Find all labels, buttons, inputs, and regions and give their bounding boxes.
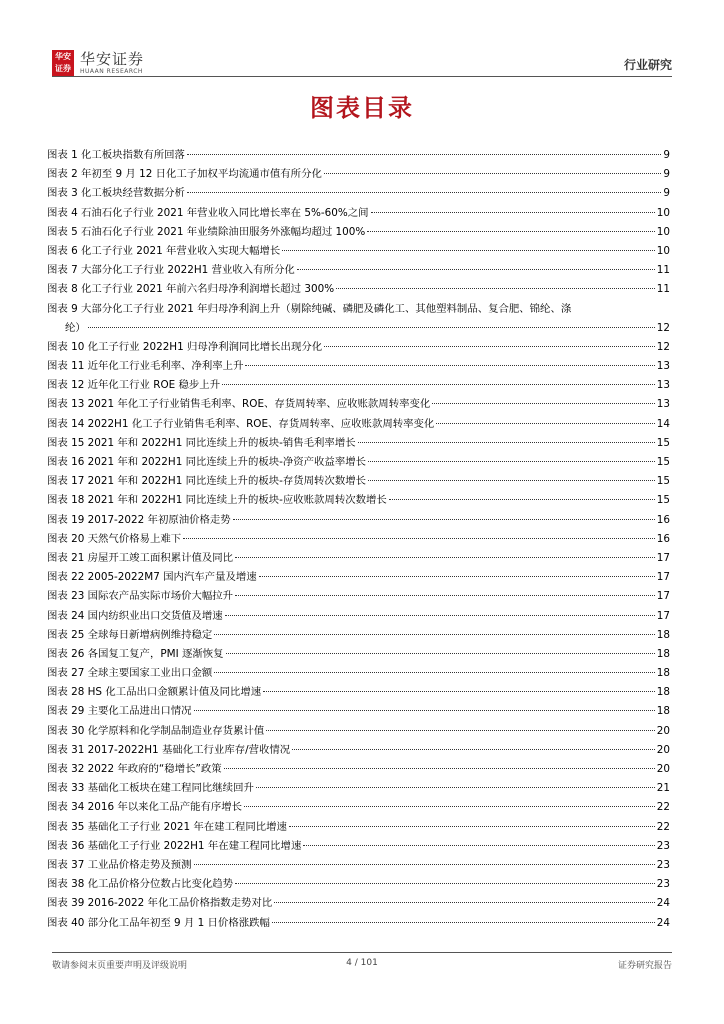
toc-leader-dots [225, 615, 655, 616]
toc-entry-page: 9 [663, 187, 670, 200]
toc-entry[interactable] [47, 165, 670, 184]
toc-entry-label: 图表 32 2022 年政府的“稳增长”政策 [47, 763, 222, 775]
logo-seal-icon: 华安 证券 [52, 50, 74, 76]
toc-entry-page: 22 [656, 801, 670, 814]
toc-entry-label: 图表 1 化工板块指数有所回落 [47, 149, 185, 161]
toc-entry-label: 图表 38 化工品价格分位数占比变化趋势 [47, 878, 234, 891]
toc-entry-label: 图表 28 HS 化工品出口金额累计值及同比增速 [47, 686, 262, 699]
toc-entry[interactable] [47, 338, 670, 357]
toc-leader-dots [292, 749, 655, 750]
toc-entry[interactable] [47, 702, 670, 721]
toc-entry-page: 12 [656, 321, 670, 334]
toc-leader-dots [235, 557, 655, 558]
toc-entry-page: 16 [656, 532, 670, 545]
toc-leader-dots [371, 212, 655, 213]
toc-entry-page: 20 [656, 763, 670, 775]
company-logo [52, 50, 144, 76]
toc-entry[interactable] [47, 626, 670, 645]
toc-entry-page: 9 [663, 149, 670, 161]
toc-entry-label: 图表 24 国内纺织业出口交货值及增速 [47, 609, 223, 622]
toc-entry-label: 图表 6 化工子行业 2021 年营业收入实现大幅增长 [47, 244, 281, 257]
toc-entry-page: 10 [656, 206, 670, 219]
toc-leader-dots [324, 173, 662, 174]
toc-leader-dots [187, 154, 661, 155]
toc-entry[interactable] [47, 357, 670, 376]
toc-entry[interactable] [47, 856, 670, 875]
logo-english-name: HUAAN RESEARCH [80, 68, 143, 75]
toc-entry-page: 13 [656, 379, 670, 392]
toc-leader-dots [187, 192, 661, 193]
toc-entry-page: 11 [656, 283, 670, 296]
toc-leader-dots [222, 384, 655, 385]
toc-leader-dots [297, 269, 655, 270]
toc-entry[interactable] [47, 472, 670, 491]
footer-report-type: 证券研究报告 [617, 961, 672, 971]
toc-leader-dots [436, 423, 654, 424]
toc-leader-dots [88, 327, 655, 328]
toc-entry-page: 13 [656, 360, 670, 373]
toc-leader-dots [266, 730, 655, 731]
toc-leader-dots [214, 634, 654, 635]
toc-leader-dots [244, 806, 655, 807]
toc-entry-continuation[interactable] [47, 319, 670, 338]
toc-entry[interactable] [47, 376, 670, 395]
toc-entry-page: 24 [656, 897, 670, 910]
toc-entry-label: 图表 20 天然气价格易上难下 [47, 532, 182, 545]
toc-leader-dots [282, 250, 654, 251]
toc-entry-page: 23 [656, 858, 670, 871]
table-of-figures [47, 146, 670, 933]
toc-entry-label: 图表 30 化学原料和化学制品制造业存货累计值 [47, 724, 265, 737]
toc-entry[interactable] [47, 434, 670, 453]
toc-leader-dots [235, 883, 655, 884]
toc-entry-label: 图表 2 年初至 9 月 12 日化工子加权平均流通市值有所分化 [47, 168, 322, 181]
toc-entry-label: 图表 14 2022H1 化工子行业销售毛利率、ROE、存货周转率、应收账款周转率变化 [47, 417, 435, 430]
toc-leader-dots [367, 231, 655, 232]
toc-entry-page: 9 [663, 168, 670, 181]
toc-entry-page: 16 [656, 513, 670, 526]
page-header [52, 50, 672, 92]
toc-entry-label: 图表 39 2016-2022 年化工品价格指数走势对比 [47, 897, 273, 910]
toc-leader-dots [272, 922, 655, 923]
toc-leader-dots [389, 499, 655, 500]
toc-entry-page: 14 [656, 417, 670, 430]
report-section-label: 行业研究 [623, 58, 672, 72]
toc-leader-dots [274, 902, 655, 903]
toc-entry-page: 10 [656, 225, 670, 238]
toc-entry[interactable] [47, 223, 670, 242]
toc-entry-label: 图表 18 2021 年和 2022H1 同比连续上升的板块-应收账款周转次数增长 [47, 494, 387, 507]
toc-leader-dots [289, 826, 655, 827]
toc-entry-label: 图表 31 2017-2022H1 基础化工行业库存/营收情况 [47, 743, 291, 756]
toc-entry[interactable] [47, 798, 670, 817]
toc-entry-label: 图表 34 2016 年以来化工品产能有序增长 [47, 801, 243, 814]
toc-entry[interactable] [47, 818, 670, 837]
toc-leader-dots [303, 845, 654, 846]
toc-entry[interactable] [47, 664, 670, 683]
toc-leader-dots [368, 480, 655, 481]
toc-entry-label: 图表 21 房屋开工竣工面积累计值及同比 [47, 551, 234, 564]
toc-entry-label: 图表 19 2017-2022 年初原油价格走势 [47, 513, 231, 526]
toc-entry-page: 18 [656, 667, 670, 680]
toc-entry-page: 17 [656, 571, 670, 584]
toc-leader-dots [263, 691, 655, 692]
toc-entry-page: 15 [656, 436, 670, 449]
toc-leader-dots [358, 442, 655, 443]
toc-leader-dots [235, 595, 655, 596]
toc-entry-label: 图表 37 工业品价格走势及预测 [47, 858, 192, 871]
toc-entry[interactable] [47, 415, 670, 434]
toc-entry[interactable] [47, 242, 670, 261]
toc-entry[interactable] [47, 491, 670, 510]
toc-entry[interactable] [47, 683, 670, 702]
toc-entry-page: 22 [656, 820, 670, 833]
toc-entry-label: 图表 4 石油石化子行业 2021 年营业收入同比增长率在 5%-60%之间 [47, 206, 369, 219]
toc-entry[interactable] [47, 184, 670, 203]
toc-entry-page: 15 [656, 456, 670, 468]
toc-entry-page: 20 [656, 724, 670, 737]
toc-entry[interactable] [47, 530, 670, 549]
toc-entry-label: 图表 12 近年化工行业 ROE 稳步上升 [47, 379, 221, 392]
toc-leader-dots [214, 672, 654, 673]
toc-entry[interactable] [47, 722, 670, 741]
toc-entry-page: 15 [656, 494, 670, 507]
toc-entry[interactable] [47, 261, 670, 280]
toc-leader-dots [336, 288, 655, 289]
toc-entry[interactable] [47, 568, 670, 587]
toc-entry-page: 12 [656, 340, 670, 353]
toc-leader-dots [259, 576, 655, 577]
toc-entry-page: 18 [656, 628, 670, 641]
toc-entry-label: 图表 36 基础化工子行业 2022H1 年在建工程同比增速 [47, 839, 302, 852]
toc-entry-label: 图表 23 国际农产品实际市场价大幅拉升 [47, 590, 234, 603]
toc-entry-label: 图表 25 全球每日新增病例维持稳定 [47, 628, 213, 641]
toc-entry-page: 17 [656, 551, 670, 564]
toc-entry[interactable] [47, 549, 670, 568]
page-footer [52, 958, 672, 972]
toc-entry[interactable] [47, 645, 670, 664]
toc-entry-page: 15 [656, 475, 670, 488]
toc-entry-label: 图表 10 化工子行业 2022H1 归母净利润同比增长出现分化 [47, 340, 323, 353]
footer-disclaimer: 敬请参阅末页重要声明及评级说明 [52, 961, 188, 971]
toc-entry-label: 图表 29 主要化工品进出口情况 [47, 705, 192, 718]
toc-entry[interactable] [47, 146, 670, 165]
toc-entry[interactable] [47, 453, 670, 472]
toc-entry[interactable] [47, 204, 670, 223]
toc-entry-label: 图表 15 2021 年和 2022H1 同比连续上升的板块-销售毛利率增长 [47, 436, 356, 449]
toc-entry-page: 23 [656, 878, 670, 891]
toc-entry-page: 17 [656, 590, 670, 603]
toc-leader-dots [194, 710, 655, 711]
toc-entry[interactable] [47, 760, 670, 779]
header-divider [52, 76, 672, 77]
toc-entry-label: 图表 7 大部分化工子行业 2022H1 营业收入有所分化 [47, 264, 295, 277]
toc-entry[interactable] [47, 779, 670, 798]
toc-entry[interactable] [47, 300, 670, 319]
toc-leader-dots [368, 461, 655, 462]
toc-entry-label: 图表 22 2005-2022M7 国内汽车产量及增速 [47, 571, 257, 584]
toc-entry-page: 13 [656, 398, 670, 411]
toc-entry-page: 11 [656, 264, 670, 277]
toc-leader-dots [233, 519, 655, 520]
toc-entry-page: 10 [656, 244, 670, 257]
toc-entry[interactable] [47, 914, 670, 933]
toc-leader-dots [324, 346, 655, 347]
toc-leader-dots [226, 653, 655, 654]
toc-entry-page: 20 [656, 743, 670, 756]
toc-entry-label: 图表 13 2021 年化工子行业销售毛利率、ROE、存货周转率、应收账款周转率变化 [47, 398, 431, 411]
toc-entry-label: 图表 16 2021 年和 2022H1 同比连续上升的板块-净资产收益率增长 [47, 456, 366, 468]
toc-leader-dots [224, 768, 655, 769]
toc-entry[interactable] [47, 395, 670, 414]
toc-entry[interactable] [47, 587, 670, 606]
toc-entry[interactable] [47, 511, 670, 530]
toc-entry-page: 24 [656, 916, 670, 929]
toc-entry-page: 23 [656, 839, 670, 852]
toc-entry-label: 图表 27 全球主要国家工业出口金额 [47, 667, 213, 680]
toc-entry-page: 18 [656, 686, 670, 699]
toc-leader-dots [194, 864, 655, 865]
toc-entry[interactable] [47, 837, 670, 856]
toc-entry-page: 18 [656, 647, 670, 660]
toc-leader-dots [432, 403, 655, 404]
footer-divider [52, 952, 672, 953]
toc-entry[interactable] [47, 607, 670, 626]
toc-entry-label: 图表 11 近年化工行业毛利率、净利率上升 [47, 360, 244, 373]
toc-leader-dots [256, 787, 655, 788]
toc-leader-dots [245, 365, 654, 366]
toc-entry[interactable] [47, 875, 670, 894]
toc-entry-page: 18 [656, 705, 670, 718]
toc-entry-label: 纶） [65, 321, 86, 334]
toc-entry-label: 图表 35 基础化工子行业 2021 年在建工程同比增速 [47, 820, 287, 833]
toc-entry-label: 图表 9 大部分化工子行业 2021 年归母净利润上升（剔除纯碱、磷肥及磷化工、其他塑料制品、复合肥、锦纶、涤 [47, 302, 572, 315]
page-title: 图表目录 [310, 94, 414, 122]
toc-entry-label: 图表 8 化工子行业 2021 年前六名归母净利润增长超过 300% [47, 283, 335, 296]
toc-entry-page: 21 [656, 782, 670, 795]
toc-leader-dots [183, 538, 655, 539]
toc-entry-label: 图表 33 基础化工板块在建工程同比继续回升 [47, 782, 254, 795]
logo-chinese-name: 华安证券 [80, 50, 145, 68]
toc-entry[interactable] [47, 894, 670, 913]
page-number: 4 / 101 [346, 958, 378, 968]
toc-entry-page: 17 [656, 609, 670, 622]
toc-entry-label: 图表 40 部分化工品年初至 9 月 1 日价格涨跌幅 [47, 916, 270, 929]
toc-entry-label: 图表 5 石油石化子行业 2021 年业绩除油田服务外涨幅均超过 100% [47, 225, 366, 238]
toc-entry[interactable] [47, 280, 670, 299]
toc-entry[interactable] [47, 741, 670, 760]
toc-entry-label: 图表 26 各国复工复产，PMI 逐渐恢复 [47, 647, 224, 660]
toc-entry-label: 图表 3 化工板块经营数据分析 [47, 187, 185, 200]
toc-entry-label: 图表 17 2021 年和 2022H1 同比连续上升的板块-存货周转次数增长 [47, 475, 366, 488]
